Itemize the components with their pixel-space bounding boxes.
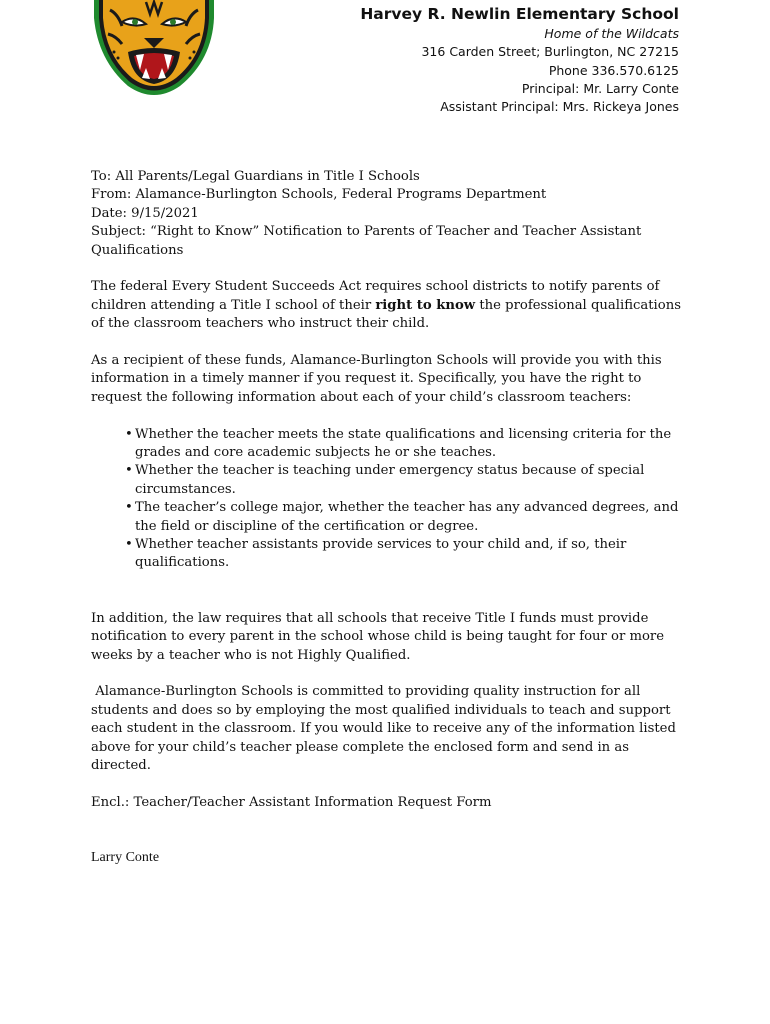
- list-item: • Whether the teacher is teaching under emergency status because of special circumstances.: [125, 463, 645, 497]
- letterhead: [360, 3, 679, 116]
- letter-body: [91, 168, 691, 867]
- bullet-icon: •: [125, 426, 133, 442]
- paragraph-request-info: As a recipient of these funds, Alamance-Burlington Schools will provide you with this information in a timely manner if you request it. Specifically, you have the right to request the following information about each of your child’s classroom teachers:: [91, 353, 662, 405]
- memo-from: From: Alamance-Burlington Schools, Federal Programs Department: [91, 187, 547, 203]
- list-item: • The teacher’s college major, whether the teacher has any advanced degrees, and the field or discipline of the certification or degree.: [125, 500, 679, 534]
- memo-to: To: All Parents/Legal Guardians in Title I Schools: [91, 169, 420, 184]
- memo-subject: Subject: “Right to Know” Notification to Parents of Teacher and Teacher Assistant: [91, 224, 642, 240]
- bullet-icon: •: [125, 463, 133, 479]
- right-to-know-emphasis: right to know: [375, 297, 476, 313]
- paragraph-commitment: Alamance-Burlington Schools is committed to providing quality instruction for all students and does so by employing the most qualified individuals to teach and support each student in the classroom. If you would like to receive any of the information listed above for your child’s teacher please complete the enclosed form and send in as directed.: [91, 684, 681, 773]
- paragraph-right-to-know: The federal Every Student Succeeds Act requires school districts to notify parents of children attending a Title I school of their right to know the professional qualifications of the classroom teachers who instruct their child.: [91, 279, 681, 332]
- bullet-icon: •: [125, 500, 133, 516]
- school-tagline: Home of the Wildcats: [544, 26, 679, 41]
- memo-date: Date: 9/15/2021: [91, 205, 199, 221]
- enclosure-line: Encl.: Teacher/Teacher Assistant Information Request Form: [91, 794, 492, 810]
- principal-name: Principal: Mr. Larry Conte: [521, 80, 679, 96]
- bullet-icon: •: [125, 537, 133, 553]
- signature: Larry Conte: [91, 849, 160, 865]
- school-address: 316 Carden Street; Burlington, NC 27215: [421, 44, 679, 60]
- assistant-principal-name: Assistant Principal: Mrs. Rickeya Jones: [440, 99, 679, 115]
- qualification-list: [91, 426, 691, 573]
- school-phone: Phone 336.570.6125: [548, 62, 679, 78]
- memo-subject-continued: Qualifications: [91, 242, 184, 258]
- list-item: • Whether the teacher meets the state qualifications and licensing criteria for the grades and core academic subjects he or she teaches.: [125, 426, 672, 461]
- wildcat-mascot-icon: [88, 0, 220, 100]
- paragraph-highly-qualified: In addition, the law requires that all schools that receive Title I funds must provide notification to every parent in the school whose child is being taught for four or more weeks by a teacher who is not Highly Qualified.: [91, 610, 664, 663]
- list-item: • Whether teacher assistants provide services to your child and, if so, their qualifications.: [125, 537, 627, 571]
- school-name: Harvey R. Newlin Elementary School: [360, 5, 679, 23]
